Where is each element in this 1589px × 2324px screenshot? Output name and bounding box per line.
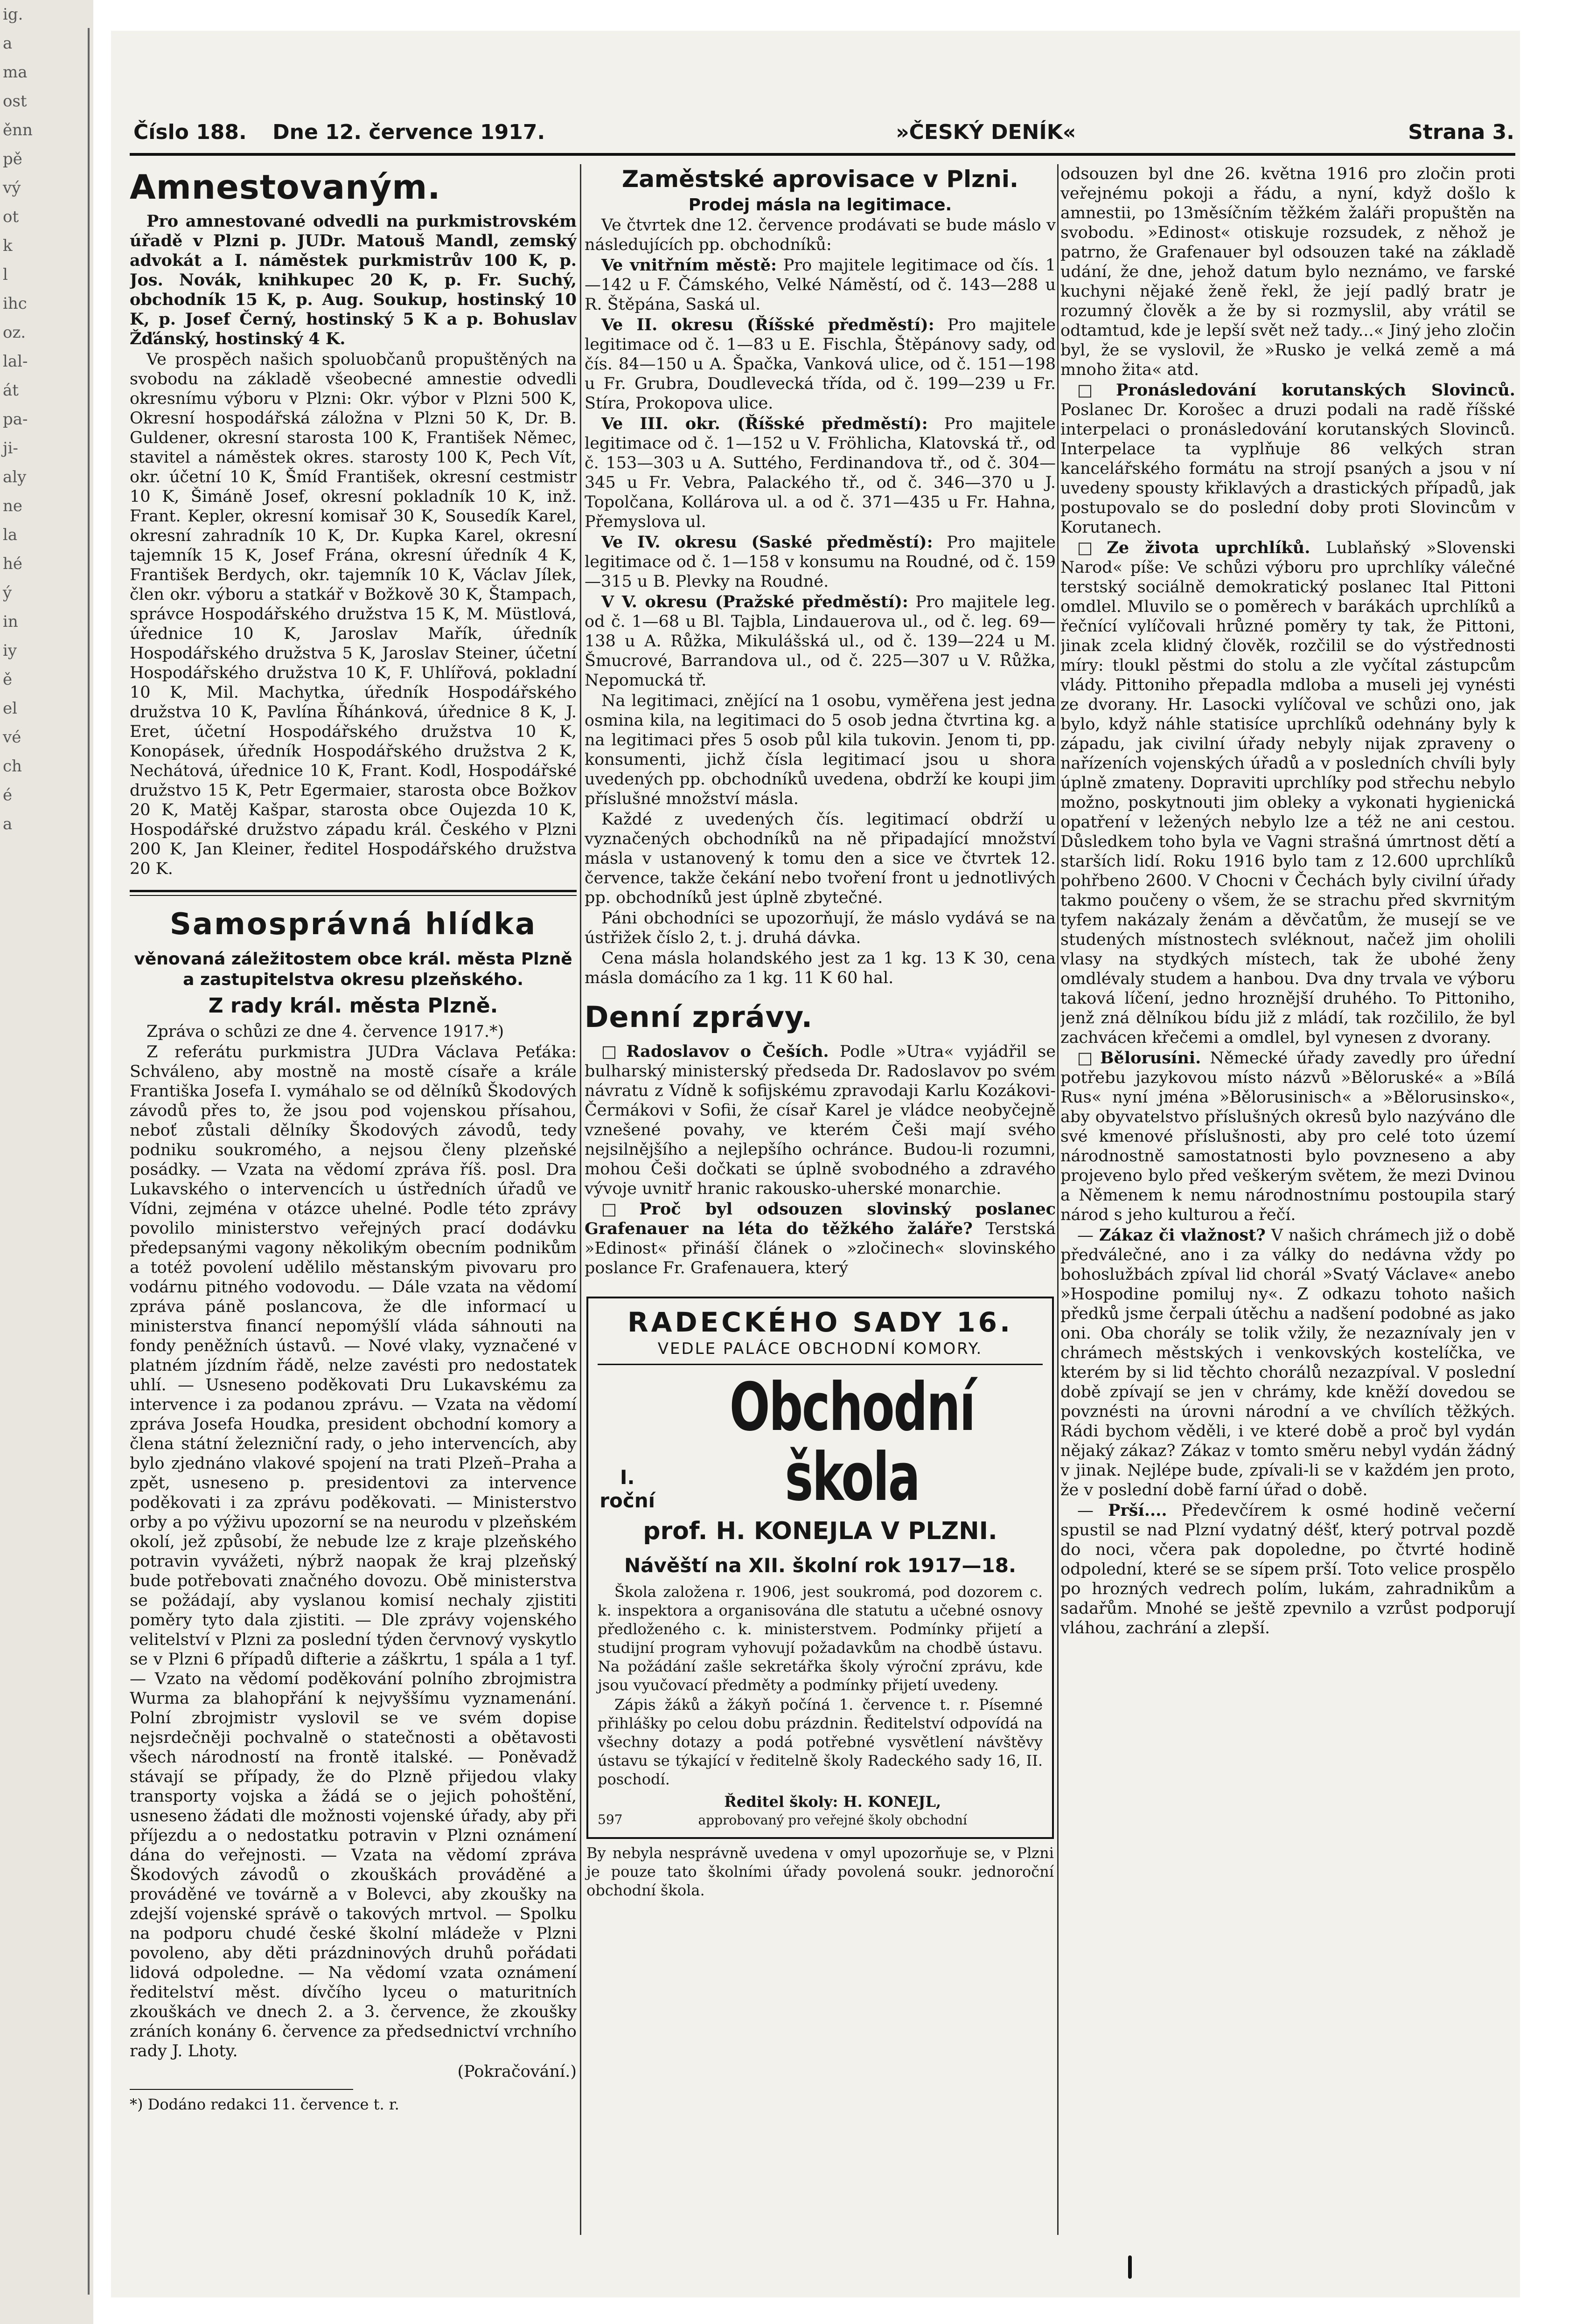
article-title-aprovisace: Zaměstské aprovisace v Plzni. [622,166,1018,193]
list-item: V V. okresu (Pražské předměstí): Pro majitele leg. od č. 1—68 u Bl. Tajbla, Lindauerova ul., od č. leg. 69—138 u A. Růžka, Mikulášská ul., od č. 139—224 u M. Šmucrové, Barrandova ul., od č. 225—307 u V. Růžka, Nepomucká tř. [585,592,1056,690]
ink-mark [1128,2255,1132,2279]
news-item: □ Pronásledování korutanských Slovinců. Poslanec Dr. Korošec a druzi podali na radě říšské interpelaci o pronásledování korutanských Slovinců. Interpelace ta vyplňuje 86 velkých stran kancelářského formátu na strojí psaných a jsou v ní uvedeny spousty křiklavých a drastických případů, jak postupovalo se do poslední doby proti Slovincům v Korutanech. [1060,381,1515,537]
edge-fragment: ch [3,757,22,776]
edge-fragment: ot [3,208,19,226]
ad-footer [598,1792,1043,1830]
edge-rule [88,28,90,2295]
page-number: Strana 3. [1408,120,1514,144]
edge-fragment: ne [3,497,23,515]
edge-fragment: ý [3,583,12,602]
ad-signature: Ředitel školy: H. KONEJL, approbovaný pro veřejné školy obchodní [698,1793,967,1828]
column-divider [1057,164,1059,2235]
paragraph: Páni obchodníci se upozorňují, že máslo vydává se na ústřižek číslo 2, t. j. druhá dávka. [585,909,1056,947]
paper-name: »ČESKÝ DENÍK« [896,120,1076,144]
edge-fragment: el [3,699,17,718]
ad-announcement: Návěští na XII. školní rok 1917—18. [624,1554,1016,1577]
paragraph: Cena másla holandského jest za 1 kg. 13 K 30, cena másla domácího za 1 kg. 11 K 60 hal. [585,949,1056,987]
article-body: Ve prospěch našich spoluobčanů propuštěných na svobodu na základě všeobecné amnestie odvedli okresnímu výboru v Plzni: Okr. výbor v Plzni 500 K, Okresní hospodářská záložna v Plzni 50 K, Dr. B. Guldener, okresní starosta 100 K, František Němec, stavitel a náměstek okres. starosty 100 K, Pech Vít, okr. účetní 10 K, Šmíd František, okresní cestmistr 10 K, Šimáně Josef, okresní pokladník 10 K, inž. Frant. Kepler, okresní komisař 30 K, Sousedík Karel, okresní zahradník 10 K, Dr. Kupka Karel, okresní tajemník 15 K, Josef Frána, okresní úředník 4 K, František Berdych, okr. tajemník 10 K, Václav Jílek, člen okr. výboru a statkář v Božkově 30 K, Štampach, správce Hospodářského družstva 15 K, M. Müstlová, úřednice 10 K, Jaroslav Mařík, úředník Hospodářského družstva 5 K, Jaroslav Steiner, účetní Hospodářského družstva 10 K, F. Uhlířová, pokladní 10 K, Mil. Machytka, úředník Hospodářského družstva 10 K, Pavlína Říhánková, úřednice 8 K, J. Eret, účetní Hospodářského družstva 10 K, Konopásek, úředník Hospodářského družstva 2 K, Nechátová, úřednice 10 K, Frant. Kodl, Hospodářské družstvo 15 K, Petr Egermaier, starosta obce Božkov 20 K, Matěj Kašpar, starosta obce Oujezda 10 K, Hospodářské družstvo západu král. Českého v Plzni 200 K, Jan Kleiner, ředitel Hospodářského družstva 20 K. [130,350,577,878]
ad-paragraph: Škola založena r. 1906, jest soukromá, pod dozorem c. k. inspektora a organisována dle statutu a učebné osnovy předloženého c. k. ministerstvem. Podmínky přijetí a studijní program vyhovují požadavkům na chodbě ústavu. Na požádání zašle sekretářka školy výroční zprávu, kde jsou vyučovací předměty a podmínky přijetí uvedeny. [598,1583,1043,1694]
edge-fragment: k [3,236,13,255]
edge-fragment: la [3,526,18,544]
news-item: — Prší.... Předevčírem k osmé hodině večerní spustil se nad Plzní vydatný déšť, který potrval pozdě do noci, včera pak dopoledne, po čtvrté hodině odpolední, které se se sípem prší. Toto velice prospělo po hrozných vedrech polím, lukám, zahradnikům a sadařům. Mnohé se ještě zpevnilo a vzrůst podporují vláhou, zachrání a zlepší. [1060,1501,1515,1637]
paragraph: Každé z uvedených čís. legitimací obdrží u vyznačených obchodníků na ně připadající množství másla v ustanovený k tomu den a sice ve čtvrtek 12. července, takže čekání nebo tvoření front u jednotlivých pp. obchodníků jest úplně zbytečné. [585,810,1056,907]
news-item: □ Bělorusíni. Německé úřady zavedly pro úřední potřebu jazykovou místo názvů »Běloruské« a »Bílá Rus« nyní jména »Bělorusinisch« a »Bělorusinsko«, aby obyvatelstvo příslušných okresů bylo nazýváno dle své kmenové příslušnosti, aby pro celé toto území národnostně samostatnosti bylo povzneseno a aby projeveno bylo před veškerým světem, že mezi Dvinou a Němenem k nemu národnostnímu postoupila starý národ s jeho kulturou a řečí. [1060,1048,1515,1224]
box-bullet-icon: □ [1077,539,1103,557]
box-bullet-icon: □ [601,1042,623,1061]
edge-fragment: ěnn [3,121,33,139]
ad-title-prefix: I. roční [599,1466,655,1512]
list-item: Ve IV. okresu (Saské předměstí): Pro majitele legitimace od č. 1—158 v konsumu na Roudné, od č. 159—315 u B. Plevky na Roudné. [585,533,1056,591]
footnote: *) Dodáno redakci 11. července t. r. [130,2095,399,2113]
edge-fragments [0,0,93,839]
edge-fragment: l [3,265,8,284]
column-divider [580,164,581,2235]
edge-fragment: ma [3,63,28,82]
edge-fragment: é [3,786,13,805]
issue-number: Číslo 188. [133,120,247,144]
news-item: □ Radoslavov o Češích. Podle »Utra« vyjádřil se bulharský ministerský předseda Dr. Radoslavov po svém návratu z Vídně k sofijskému zpravodaji Karlu Kozákovi-Čermákovi v Sofii, že císař Karel je vládce neobyčejně vznešené povahy, ve kterém Češi mají svého nejsilnějšího a nejlepšího ochránce. Budou-li rozumni, mohou Češi dočkati se úplně svobodného a zdravého vývoje uvnitř hranic rakousko-uherské monarchie. [585,1042,1056,1198]
box-bullet-icon: □ [1077,381,1112,400]
edge-fragment: ji- [3,439,18,458]
section-title-samosprava: Samosprávná hlídka [169,907,537,942]
list-item: Ve vnitřním městě: Pro majitele legitimace od čís. 1—142 u F. Čámského, Velké Náměstí, od č. 143—288 u R. Štěpána, Saská ul. [585,256,1056,314]
issue-date: Dne 12. července 1917. [272,120,545,144]
masthead-rule [130,153,1515,156]
column-1 [130,164,577,2244]
ad-location: VEDLE PALÁCE OBCHODNÍ KOMORY. [598,1339,1043,1365]
edge-fragment: hé [3,555,23,573]
edge-fragment: a [3,815,13,833]
list-item: Ve II. okresu (Říšské předměstí): Pro majitele legitimace od č. 1—83 u E. Fischla, Štěpánovy sady, od čís. 84—150 u A. Špačka, Vanková ulice, od č. 151—198 u Fr. Grubra, Doudlevecká třída, od č. 199—239 u Fr. Stíra, Prokopova ulice. [585,315,1056,413]
ad-title-main: Obchodní škola [729,1369,975,1516]
section-subtitle-2: Z rady král. města Plzně. [208,994,498,1018]
footnote-rule [130,2089,353,2090]
ad-notice: By nebyla nesprávně uvedena v omyl upozorňuje se, v Plzni je pouze tato školními úřady povolená soukr. jednoroční obchodní škola. [586,1844,1054,1899]
box-bullet-icon: □ [1077,1049,1096,1068]
news-item: — Zákaz či vlažnost? V našich chrámech již o době předválečné, ano i za války do nedávna vždy po bohoslužbách zpíval lid chorál »Svatý Václave« anebo »Hospodine pomiluj ny«. Z odkazu tohoto našich předků jsme čerpali útěchu a nadšení podobné as jako oni. Oba chorály se tolik vžily, že nezaznívaly jen v chrámech městských i venkovských kostelíčka, ve kterém by si lid těchto chorálů nezazpíval. V poslední době zpívají se jen v chrámy, kde kněží dovedou se povznésti na úrovni národní a ve chvílích těžkých. Rádi bychom věděli, i ve které době a proč byl vydán nějaký zákaz? Zákaz v tomto směru nebyl vydán žádný v jinak. Nejlépe bude, zpívali-li se v každém jen proto, že v poslední době farní úřad o době. [1060,1226,1515,1499]
section-title-news: Denní zprávy. [585,1000,813,1034]
ad-paragraph: Zápis žáků a žákyň počíná 1. července t. r. Písemné přihlášky po celou dobu prázdnin. Ředitelství odpovídá na všechny dotazy a podá potřebné vysvětlení návštěvy ústavu se týkající v ředitelně školy Radeckého sady 16, II. poschodí. [598,1696,1043,1788]
ad-owner: prof. H. KONEJLA V PLZNI. [643,1517,997,1545]
edge-fragment: aly [3,468,27,486]
edge-fragment: iy [3,641,17,660]
paragraph: Ve čtvrtek dne 12. července prodávati se bude máslo v následujících pp. obchodníků: [585,216,1056,254]
ad-title [598,1369,1043,1516]
column-3 [1060,164,1515,2244]
edge-fragment: ost [3,92,27,111]
school-advertisement [586,1297,1054,1839]
section-rule [130,890,577,896]
edge-fragment: a [3,34,13,53]
continued-note: (Pokračování.) [457,2062,577,2081]
adjacent-page-edge [0,0,93,2324]
article-subtitle: Prodej másla na legitimace. [688,195,952,215]
news-item: □ Ze života uprchlíků. Lublaňský »Slovenski Narod« píše: Ve schůzi výboru pro uprchlíky válečné terstský sociálně demokratický poslanec Ital Pittoni omdlel. Mluvilo se o poměrech v barákách uprchlíků a řečnící vylíčovali hrůzné poměry ty tak, že Pittoni, jinak zcela klidný člověk, rozčilil se do výstřednosti míry: tloukl pěstmi do stolu a zle vyčítal zástupcům vlády. Pittoniho přepadla mdloba a museli jej vynésti ze dvorany. Hr. Lasocki vylíčoval ve schůzi ono, jak bylo, když náhle statisíce uprchlíků odehnány byly k západu, jak civilní úřady nebyly nijak zpraveny o nařízeních vojenských úřadů a v posledních chvíli byly úplně zmateny. Dopraviti uprchlíky pod střechu nebylo možno, poskytnouti jim obleky a vykonati hygienická opatření v ležených nebylo lze a též ne ani cestou. Důsledkem toho byla ve Vagni strašná úmrtnost dětí a starších lidí. Roku 1916 bylo tam z 12.600 uprchlíků pohřbeno 2600. V Chocni v Čechách byly civilní úřady takmo poučeny o všem, že se strachu před skvrnitým tyfem nakázaly ženám a děvčatům, že musejí se ve studených místnostech svléknout, načež jim oholili vlasy na stydkých místech, tak že ubohé ženy omdlévaly studem a hanbou. Dva dny trvala ve výboru taková líčení, jedno hroznější druhého. To Pittoniho, jenž zná dělníkou bídu již z mládí, tak rozčililo, že byl zachvácen křečemi a omdlel, byl vynesen z dvorany. [1060,538,1515,1047]
edge-fragment: át [3,381,19,400]
report-body: Z referátu purkmistra JUDra Václava Peťáka: Schváleno, aby mostně na mostě císaře a krále Františka Josefa I. vymáhalo se od dělníků Škodových závodů přes to, že jsou pod vojenskou přísahou, neboť zůstali dělníky Škodových závodů, tedy podniku soukromého, a nejsou členy plzeňské posádky. — Vzata na vědomí zpráva říš. posl. Dra Lukavského o intervencích u ústředních úřadů ve Vídni, zejména v otázce uhelné. Podle této zprávy povolilo ministerstvo veřejných prací dodávku předepsanými vagony několikým obecním podnikům a totéž povolení udělilo městanským pivovaru pro vodárnu pitného vodovodu. — Dále vzata na vědomí zpráva páně poslancova, že dle informací u ministerstva financí nepomýšlí vláda sáhnouti na fondy peněžních ústavů. — Nové vlaky, vyznačené v platném jízdním řádě, nelze zavésti pro nedostatek uhlí. — Usneseno poděkovati Dru Lukavskému za intervence i za podanou zprávu. — Vzata na vědomí zpráva Josefa Houdka, president obchodní komory a člena státní železniční rady, o jeho intervencích, aby bylo zjednáno vlakové spojení na trati Plzeň–Praha a zpět, usneseno p. presidentovi za intervence poděkovati i za zprávu poděkovati. — Ministerstvo orby a po výživu upozorní se na neurodu v plzeňském okolí, jež způsobí, že nebude lze z kraje plzeňského potravin vyvážeti, nýbrž naopak že kraj plzeňský bude potřebovati značného dovozu. Obě ministerstva se požádají, aby vyslanou komisí nechaly zjistiti poměry tyto dala zjistiti. — Dle zprávy vojenského velitelství v Plzni za poslední týden červnový vyskytlo se v Plzni 6 případů difterie a záškrtu, 1 spála a 1 tyf. — Vzato na vědomí poděkování polního zbrojmistra Wurma za blahopřání k nejvyššímu vyznamenání. Polní zbrojmistr vyslovil se ve svém dopise nejsrdečněji pochvalně o statečnosti a obětavosti všech národností na frontě italské. — Poněvadž stávají se případy, že do Plzně přijedou vlaky transporty vojska a žádá se o jejich pohoštění, usneseno žádati dle možnosti vojenské úřady, aby při příjezdu a o nedostatku potravin v Plzni oznámení dána do veřejnosti. — Vzata na vědomí zpráva Škodových závodů o zkouškách prováděné a prováděné ve továrně a v Bolevci, aby zkoušky na zdejší vojenské správě o takových mrtvol. — Spolku na podporu chudé české školní mládeže v Plzni povoleno, aby děti prázdninových druhů pořádati lidová odpoledne. — Na vědomí vzata oznámení ředitelství měst. dívčího lyceu o maturitních zkouškách ve dnech 2. a 3. července, že zkoušky zráních konány 6. července za předsednictví vrchního rady J. Lhoty. [130,1043,577,2060]
masthead [133,115,1514,149]
edge-fragment: pa- [3,410,28,429]
newspaper-page [111,31,1520,2297]
edge-fragment: ihc [3,294,27,313]
ad-address: RADECKÉHO SADY 16. [627,1306,1013,1338]
article-title-amnesty: Amnestovaným. [130,167,441,207]
column-2 [585,164,1056,2244]
paragraph: odsouzen byl dne 26. května 1916 pro zločin proti veřejnému pokoji a řádu, a nyní, když došlo k amnestii, po 13měsíčním těžkém žaláři propuštěn na svobodu. »Edinost« otiskuje rozsudek, z něhož je patrno, že Grafenauer byl odsouzen také na základě udání, že dne, jehož datum bylo neznámo, ve farské kuchyni nějaké ženě řekl, že její padlý bratr je rozumný člověk a že by si rozmyslil, aby vrátil se odtamtud, kde je lepší svět než tady...« Jiný jeho zločin byl, že se vyslovil, že »Rusko je velká země a má mnoho žita« atd. [1060,165,1515,379]
report-heading: Zpráva o schůzi ze dne 4. července 1917.*) [146,1022,504,1041]
list-item: Ve III. okr. (Říšské předměstí): Pro majitele legitimace od č. 1—152 u V. Fröhlicha, Klatovská tř., od č. 153—303 u A. Suttého, Ferdinandova tř., od č. 304—345 u Fr. Vebra, Palackého tř., od č. 346—370 u J. Topolčana, Kollárova ul. a od č. 371—435 u Fr. Hahna, Přemyslova ul. [585,414,1056,531]
edge-fragment: ig. [3,5,23,24]
ad-code: 597 [598,1812,623,1827]
edge-fragment: lal- [3,352,28,371]
edge-fragment: ě [3,670,13,689]
edge-fragment: in [3,612,18,631]
article-intro: Pro amnestované odvedli na purkmistrovském úřadě v Plzni p. JUDr. Matouš Mandl, zemský advokát a I. náměstek purkmistrův 100 K, p. Jos. Novák, knihkupec 20 K, p. Fr. Suchý, obchodník 15 K, p. Aug. Soukup, hostinský 10 K, p. Josef Černý, hostinský 5 K a p. Bohuslav Žďánský, hostinský 4 K. [130,212,577,348]
box-bullet-icon: □ [601,1200,636,1219]
edge-fragment: pě [3,150,22,168]
edge-fragment: vé [3,728,21,747]
edge-fragment: vý [3,179,21,197]
news-item: □ Proč byl odsouzen slovinský poslanec Grafenauer na léta do těžkého žaláře? Terstská »Edinost« přináší článek o »zločinech« slovinského poslance Fr. Grafenauera, který [585,1200,1056,1277]
edge-fragment: oz. [3,323,26,342]
paragraph: Na legitimaci, znějící na 1 osobu, vyměřena jest jedna osmina kila, na legitimaci do 5 osob jedna čtvrtina kg. a na legitimaci přes 5 osob půl kila tukovin. Jenom ti, pp. konsumenti, jichž čísla legitimací jsou u shora uvedených pp. obchodníků uvedena, obdrží ke koupi jim příslušné množství másla. [585,692,1056,808]
section-subtitle: věnovaná záležitostem obce král. města Plzně a zastupitelstva okresu plzeňského. [134,950,572,989]
